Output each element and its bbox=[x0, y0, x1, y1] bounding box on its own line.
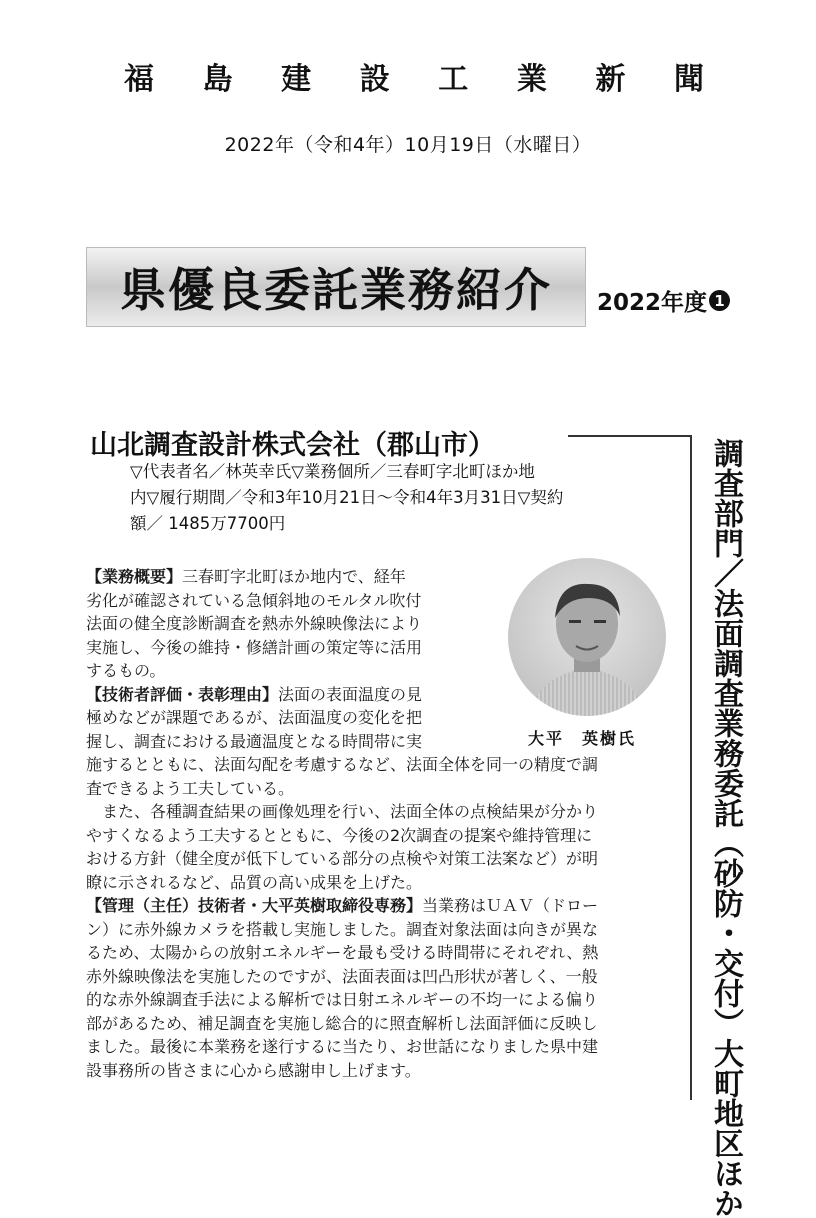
masthead-char: 業 bbox=[516, 62, 547, 97]
body-line: また、各種調査結果の画像処理を行い、法面全体の点検結果が分かり bbox=[86, 802, 599, 821]
rule-vertical bbox=[690, 435, 692, 1100]
masthead-char: 建 bbox=[281, 62, 312, 97]
year-label: 2022年度 bbox=[597, 290, 708, 316]
masthead-char: 島 bbox=[202, 62, 233, 97]
series-year bbox=[597, 284, 730, 317]
body-line: するもの。 bbox=[86, 661, 166, 680]
body-line: 部があるため、補足調査を実施し総合的に照査解析し法面評価に反映し bbox=[86, 1013, 598, 1033]
body-line: 瞭に示されるなど、品質の高い成果を上げた。 bbox=[86, 872, 423, 892]
masthead-char: 新 bbox=[595, 62, 626, 97]
masthead-char: 工 bbox=[438, 62, 469, 97]
body-line: 赤外線映像法を実施したのですが、法面表面は凹凸形状が著しく、一般 bbox=[86, 966, 598, 986]
masthead-char: 設 bbox=[359, 62, 390, 97]
details-line: ▽代表者名／林英幸氏▽業務個所／三春町字北町ほか地 bbox=[130, 462, 535, 481]
series-number-badge: 1 bbox=[709, 290, 730, 311]
body-line: おける方針（健全度が低下している部分の点検や対策工法案など）が明 bbox=[86, 849, 599, 868]
banner-title: 県優良委託業務紹介 bbox=[120, 263, 552, 317]
body-line: 握し、調査における最適温度となる時間帯に実 bbox=[86, 731, 423, 751]
masthead-char: 聞 bbox=[673, 62, 704, 97]
section-label: 【業務概要】 bbox=[86, 567, 183, 586]
body-line: 法面の健全度診断調査を熱赤外線映像法により bbox=[86, 614, 423, 633]
body-line: 設事務所の皆さまに心から感謝申し上げます。 bbox=[86, 1060, 421, 1080]
company-heading: 山北調査設計株式会社（郡山市） bbox=[90, 430, 495, 461]
body-line: ン）に赤外線カメラを搭載し実施しました。調査対象法面は向きが異な bbox=[86, 919, 599, 939]
body-line: るため、太陽からの放射エネルギーを最も受ける時間帯にそれぞれ、熱 bbox=[86, 943, 599, 962]
body-line: 的な赤外線調査手法による解析では日射エネルギーの不均一による偏り bbox=[86, 990, 599, 1009]
details-line: 内▽履行期間／令和3年10月21日～令和4年3月31日▽契約 bbox=[130, 488, 564, 507]
rule-horizontal bbox=[568, 435, 692, 437]
body-line: 【管理（主任）技術者・大平英樹取締役専務】当業務はＵＡＶ（ドロー bbox=[86, 896, 599, 915]
body-line: 施するとともに、法面勾配を考慮するなど、法面全体を同一の精度で調 bbox=[86, 755, 599, 774]
details-line: 額／ 1485万7700円 bbox=[130, 514, 286, 533]
newspaper-masthead bbox=[124, 54, 704, 98]
section-label: 【技術者評価・表彰理由】 bbox=[86, 684, 279, 704]
body-line: 【業務概要】三春町字北町ほか地内で、経年 bbox=[86, 567, 406, 586]
body-line: 実施し、今後の維持・修繕計画の策定等に活用 bbox=[86, 637, 423, 657]
body-line: ました。最後に本業務を遂行するに当たり、お世話になりました県中建 bbox=[86, 1037, 599, 1056]
photo-caption: 大平 英樹氏 bbox=[528, 729, 637, 748]
body-line: 【技術者評価・表彰理由】法面の表面温度の見 bbox=[86, 684, 423, 704]
body-line: 極めなどが課題であるが、法面温度の変化を把 bbox=[86, 708, 423, 727]
project-details bbox=[130, 459, 650, 537]
body-line: やすくなるよう工夫するとともに、今後の2次調査の提案や維持管理に bbox=[86, 825, 593, 845]
body-line: 劣化が確認されている急傾斜地のモルタル吹付 bbox=[86, 590, 422, 610]
section-banner bbox=[86, 247, 586, 327]
publication-date: 2022年（令和4年）10月19日（水曜日） bbox=[224, 134, 592, 156]
body-line: 査できるよう工夫している。 bbox=[86, 778, 295, 798]
section-label: 【管理（主任）技術者・大平英樹取締役専務】 bbox=[86, 896, 423, 915]
masthead-char: 福 bbox=[124, 62, 154, 97]
vertical-project-title: 調査部門／法面調査業務委託（砂防・交付）大町地区ほか bbox=[708, 438, 743, 1218]
article-body bbox=[86, 565, 686, 1082]
